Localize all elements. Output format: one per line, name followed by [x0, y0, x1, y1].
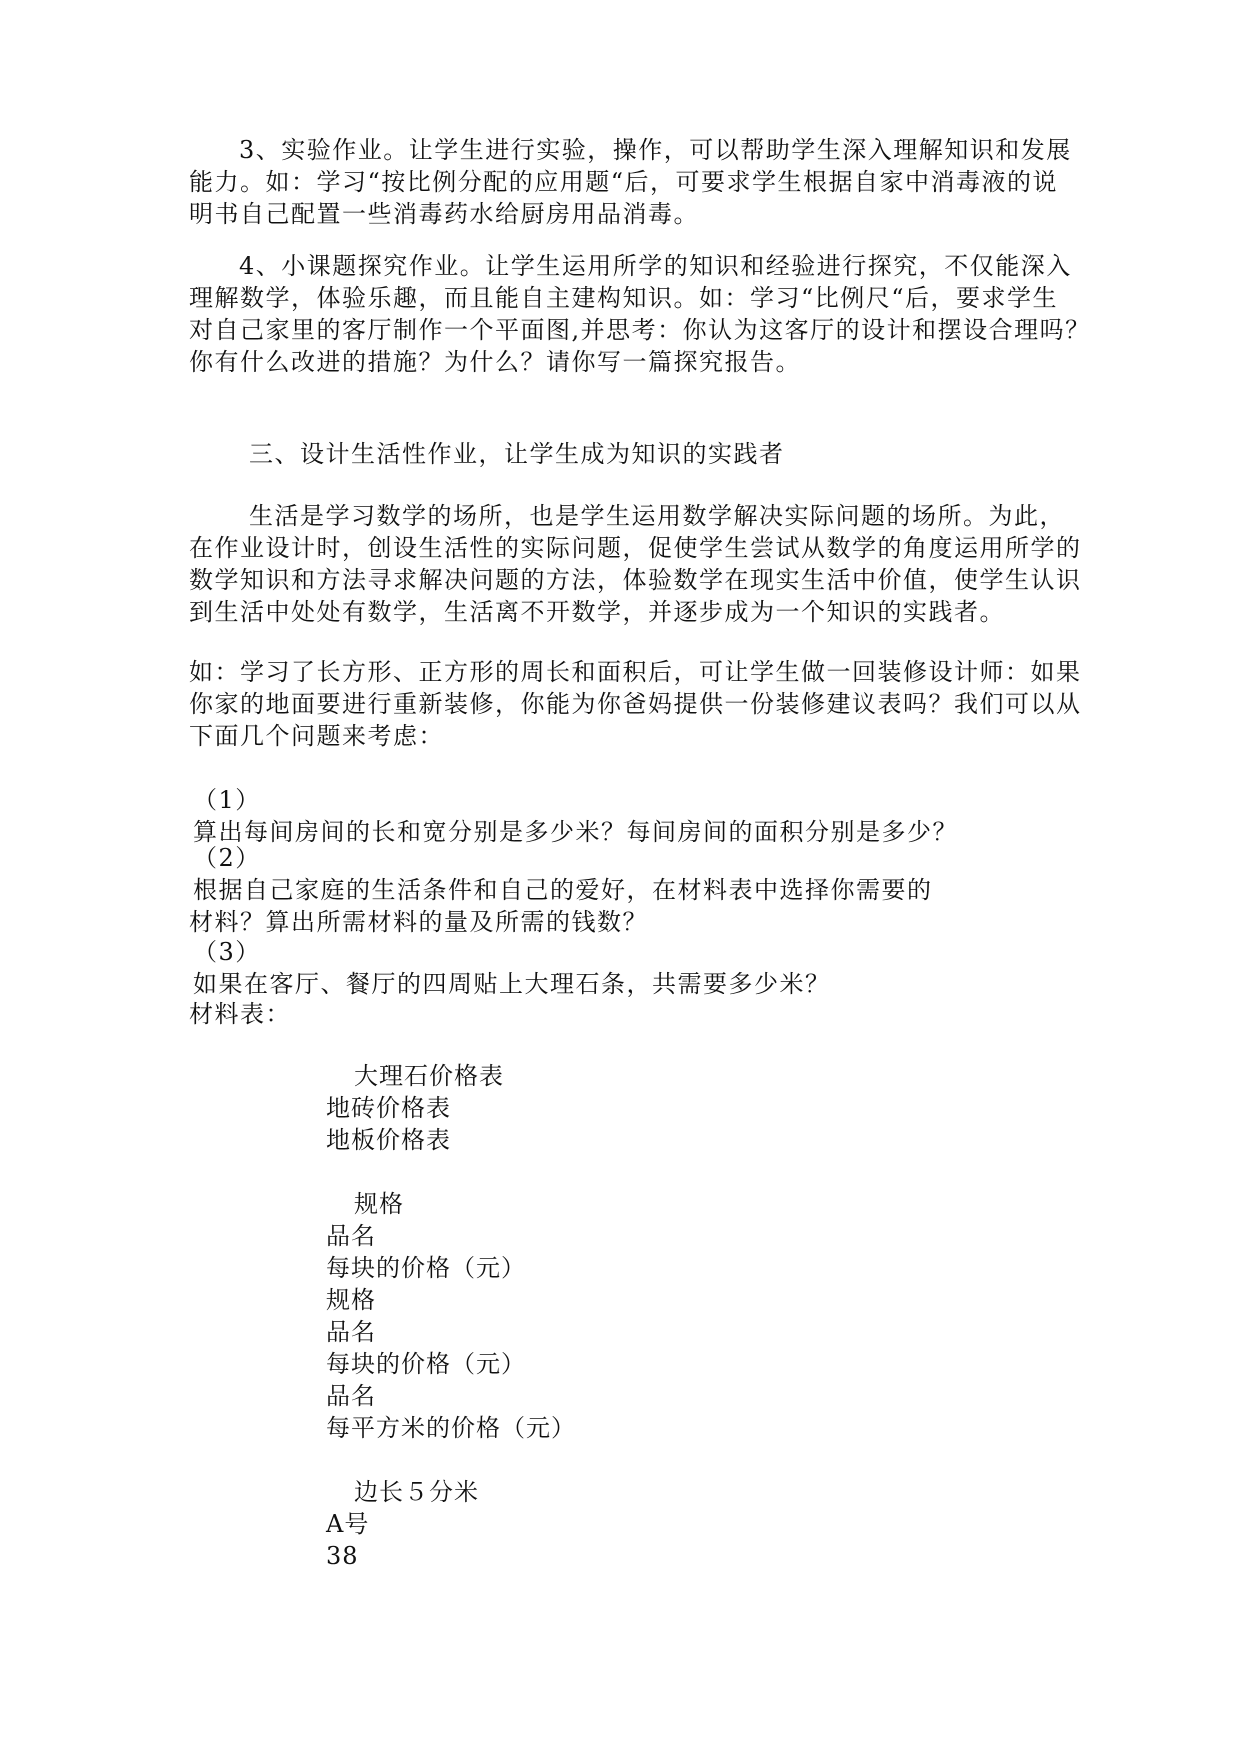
text-line: 到生活中处处有数学，生活离不开数学，并逐步成为一个知识的实践者。 — [189, 598, 1005, 626]
item-number: （3） — [193, 938, 261, 966]
section-heading — [189, 438, 1069, 470]
heading-text: 三、设计生活性作业，让学生成为知识的实践者 — [249, 440, 785, 468]
table-header-cell: 每平方米的价格（元） — [326, 1414, 576, 1442]
text-line: 对自己家里的客厅制作一个平面图,并思考：你认为这客厅的设计和摆设合理吗？ — [189, 316, 1091, 344]
paragraph-experiment-homework — [189, 134, 1072, 230]
question-item-1 — [193, 784, 1073, 848]
table-header-cell: 每块的价格（元） — [326, 1350, 526, 1378]
table-header-cell: 品名 — [326, 1222, 376, 1250]
table-header-cell: 品名 — [326, 1318, 376, 1346]
item-text-continuation: 材料？算出所需材料的量及所需的钱数？ — [189, 908, 648, 936]
table-cell: A号 — [326, 1510, 370, 1538]
materials-label — [189, 998, 1069, 1030]
text-line: 你家的地面要进行重新装修，你能为你爸妈提供一份装修建议表吗？我们可以从 — [189, 690, 1082, 718]
materials-label-text: 材料表： — [189, 1000, 291, 1028]
price-table-titles — [326, 1060, 826, 1156]
item-text: 根据自己家庭的生活条件和自己的爱好，在材料表中选择你需要的 — [193, 876, 933, 904]
text-line: 4、小课题探究作业。让学生运用所学的知识和经验进行探究，不仅能深入 — [239, 252, 1072, 280]
item-number: （1） — [193, 786, 261, 814]
question-item-2 — [189, 842, 1073, 938]
paragraph-life-homework — [189, 500, 1082, 628]
table-cell: 边长５分米 — [354, 1478, 479, 1506]
text-line: 生活是学习数学的场所，也是学生运用数学解决实际问题的场所。为此， — [249, 502, 1065, 530]
text-line: 在作业设计时，创设生活性的实际问题，促使学生尝试从数学的角度运用所学的 — [189, 534, 1082, 562]
question-item-3 — [193, 936, 1073, 1000]
text-line: 数学知识和方法寻求解决问题的方法，体验数学在现实生活中价值，使学生认识 — [189, 566, 1082, 594]
text-line: 3、实验作业。让学生进行实验，操作，可以帮助学生深入理解知识和发展 — [239, 136, 1072, 164]
item-text: 如果在客厅、餐厅的四周贴上大理石条，共需要多少米？ — [193, 970, 831, 998]
table-header-cell: 规格 — [326, 1286, 376, 1314]
table-title-marble: 大理石价格表 — [354, 1062, 504, 1090]
paragraph-research-homework — [189, 250, 1091, 378]
table-header-cell: 品名 — [326, 1382, 376, 1410]
table-title-floor: 地板价格表 — [326, 1126, 451, 1154]
price-table-row — [326, 1476, 826, 1572]
text-line: 能力。如：学习“按比例分配的应用题“后，可要求学生根据自家中消毒液的说 — [189, 168, 1059, 196]
item-number: （2） — [193, 844, 261, 872]
item-text: 算出每间房间的长和宽分别是多少米？每间房间的面积分别是多少？ — [193, 818, 958, 846]
table-title-tile: 地砖价格表 — [326, 1094, 451, 1122]
paragraph-example — [189, 656, 1082, 752]
text-line: 明书自己配置一些消毒药水给厨房用品消毒。 — [189, 200, 699, 228]
text-line: 理解数学，体验乐趣，而且能自主建构知识。如：学习“比例尺“后，要求学生 — [189, 284, 1059, 312]
text-line: 下面几个问题来考虑： — [189, 722, 444, 750]
table-header-cell: 规格 — [354, 1190, 404, 1218]
text-line: 如：学习了长方形、正方形的周长和面积后，可让学生做一回装修设计师：如果 — [189, 658, 1082, 686]
table-header-cell: 每块的价格（元） — [326, 1254, 526, 1282]
text-line: 你有什么改进的措施？为什么？请你写一篇探究报告。 — [189, 348, 801, 376]
price-table-headers — [326, 1188, 826, 1444]
table-cell: 38 — [326, 1542, 359, 1570]
